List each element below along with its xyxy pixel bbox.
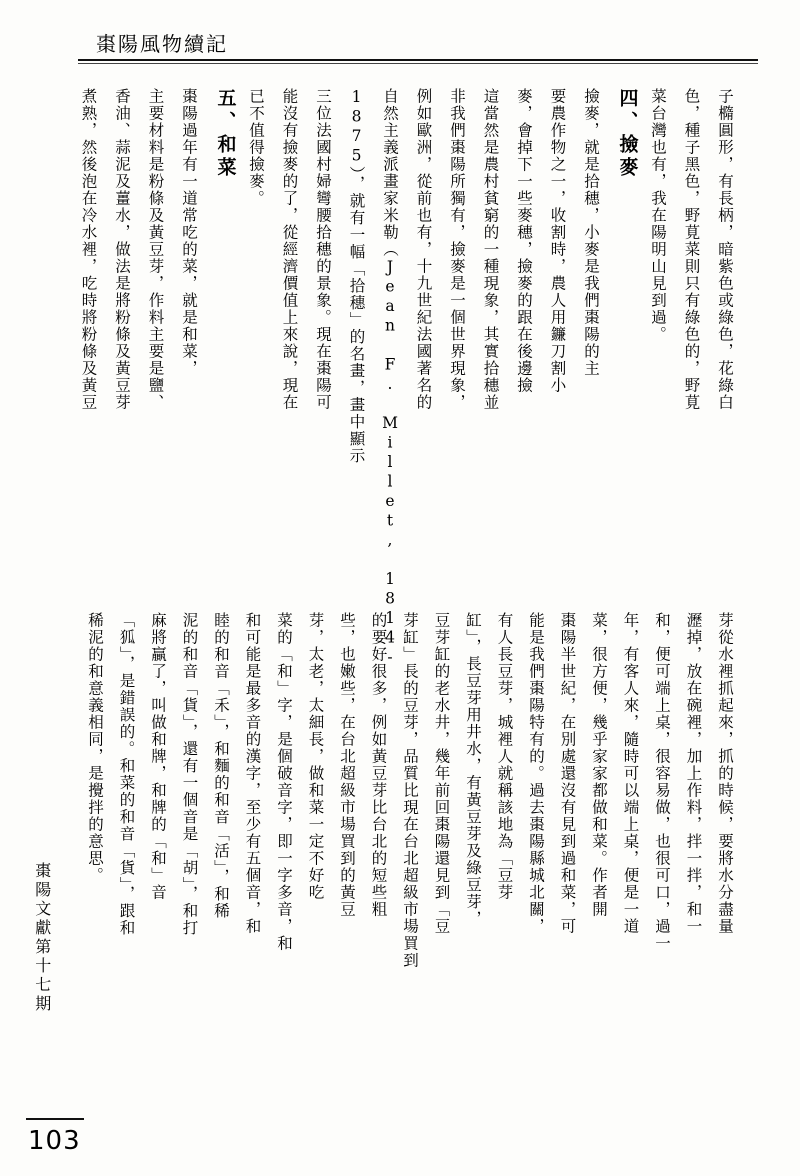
header-rule-thin: [78, 63, 758, 64]
footer-rule: [26, 1118, 84, 1120]
text-column: [179, 612, 201, 1112]
body-column: 菜，很方便，幾乎家家都做和菜。作者開: [590, 612, 608, 918]
body-column: 煮熟，然後泡在冷水裡，吃時將粉條及黃豆: [79, 88, 98, 411]
text-column: [446, 88, 468, 580]
text-column: [242, 612, 264, 1112]
text-column: [147, 612, 169, 1112]
text-column: [336, 612, 358, 1112]
text-column: [651, 612, 673, 1112]
body-column: 稀泥的和意義相同，是攪拌的意思。: [86, 612, 104, 884]
text-column: [580, 88, 602, 580]
text-column: [431, 612, 453, 1112]
body-column: 香油、蒜泥及薑水，做法是將粉條及黃豆芽: [113, 88, 131, 411]
text-column: [116, 612, 138, 1112]
body-column: 缸」，長豆芽用井水，有黃豆芽及綠豆芽，: [464, 612, 482, 928]
text-column: [210, 612, 232, 1112]
body-column: 棗陽半世紀，在別處還沒有見到過和菜，可: [558, 612, 577, 935]
body-column: 撿麥，就是拾穗，小麥是我們棗陽的主: [582, 88, 600, 377]
text-column: [588, 612, 610, 1112]
body-column: 這當然是農村貧窮的一種現象，其實拾穗並: [481, 88, 500, 411]
body-column: 芽，太老，太細長，做和菜一定不好吃: [306, 612, 325, 901]
text-column: [462, 612, 484, 1112]
text-column: [111, 88, 133, 580]
page-header: [78, 28, 758, 62]
body-column: 1875），就有一幅「拾穗」的名畫，畫中顯示: [347, 88, 366, 465]
body-column: 要農作物之一，收割時，農人用鐮刀割小: [548, 88, 567, 394]
body-column: 麥，會掉下一些麥穗，撿麥的跟在後邊撿: [515, 88, 533, 394]
text-column: [379, 88, 401, 668]
text-column: [245, 88, 267, 580]
text-column: [346, 88, 368, 580]
text-column: [681, 88, 703, 580]
body-column: 能是我們棗陽特有的。過去棗陽縣城北關，: [527, 612, 545, 935]
body-column: 自然主義派畫家米勒（Jean F. Millet, 1814-: [381, 88, 399, 668]
text-column: [368, 612, 390, 1112]
text-column: [312, 88, 334, 580]
body-column: 菜的「和」字，是個破音字，即一字多音，和: [275, 612, 293, 952]
body-column: 已不值得撿麥。: [247, 88, 265, 207]
body-column: 瀝掉，放在碗裡，加上作料，拌一拌，和一: [684, 612, 703, 935]
body-column: 菜台灣也有，我在陽明山見到過。: [649, 88, 667, 343]
body-column: 些，也嫩些，在台北超級市場買到的黃豆: [338, 612, 356, 918]
text-column: [714, 612, 736, 1112]
page-number: 103: [28, 1126, 81, 1156]
body-column: 和，便可端上桌，很容易做，也很可口，過一: [653, 612, 671, 952]
text-column: [620, 612, 642, 1112]
text-column: [480, 88, 502, 580]
section-heading: 五、和菜: [214, 88, 237, 180]
text-column: [145, 88, 167, 580]
body-column: 豆芽缸的老水井，幾年前回棗陽還見到「豆: [432, 612, 451, 935]
text-column: [557, 612, 579, 1112]
body-column: 泥的和音「貨」，還有一個音是「胡」，和打: [180, 612, 199, 937]
body-column: 麻將贏了，叫做和牌，和牌的「和」音: [149, 612, 167, 901]
text-column: [279, 88, 301, 580]
text-column: [614, 88, 641, 580]
text-column: [494, 612, 516, 1112]
text-column: [413, 88, 435, 580]
text-column: [212, 88, 239, 580]
body-column: 例如歐洲，從前也有，十九世紀法國著名的: [414, 88, 433, 411]
text-column: [513, 88, 535, 580]
body-column: 「狐」，是錯誤的。和菜的和音「貨」，跟和: [117, 612, 136, 937]
text-column: [525, 612, 547, 1112]
body-column: 的要好很多，例如黃豆芽比台北的短些粗: [369, 612, 388, 918]
body-column: 芽從水裡抓起來，抓的時候，要將水分盡量: [716, 612, 734, 935]
text-column: [714, 88, 736, 580]
text-column: [84, 612, 106, 1112]
body-column: 能沒有撿麥的了，從經濟價值上來說，現在: [280, 88, 299, 411]
header-title: 棗陽風物續記: [96, 32, 228, 56]
spine-label-block: [30, 862, 53, 1112]
text-column: [273, 612, 295, 1112]
body-column: 芽缸」長的豆芽，品質比現在台北超級市場買到: [401, 612, 419, 969]
body-column: 年，有客人來，隨時可以端上桌，便是一道: [621, 612, 640, 935]
body-column: 色，種子黑色，野莧菜則只有綠色的，野莧: [682, 88, 701, 411]
section-heading: 四、撿麥: [616, 88, 639, 180]
text-column: [547, 88, 569, 580]
body-column: 和可能是最多音的漢字，至少有五個音，和: [243, 612, 262, 935]
header-rule-thick: [78, 59, 758, 61]
body-column: 子橢圓形，有長柄，暗紫色或綠色，花綠白: [716, 88, 734, 411]
body-column: 三位法國村婦彎腰拾穗的景象。現在棗陽可: [314, 88, 332, 411]
body-column: 棗陽過年有一道常吃的菜，就是和菜，: [180, 88, 198, 377]
text-column: [647, 88, 669, 580]
body-column: 主要材料是粉條及黃豆芽，作料主要是鹽、: [146, 88, 165, 411]
text-column: [178, 88, 200, 580]
body-column: 睦的和音「禾」，和麵的和音「活」，和稀: [212, 612, 230, 920]
text-column: [683, 612, 705, 1112]
text-column: [305, 612, 327, 1112]
text-column: [399, 612, 421, 1112]
body-column: 有人長豆芽，城裡人就稱該地為「豆芽: [495, 612, 514, 901]
body-column: 非我們棗陽所獨有，撿麥是一個世界現象，: [448, 88, 466, 411]
text-column: [78, 88, 100, 580]
spine-label: 棗陽文獻第十七期: [32, 862, 52, 1014]
